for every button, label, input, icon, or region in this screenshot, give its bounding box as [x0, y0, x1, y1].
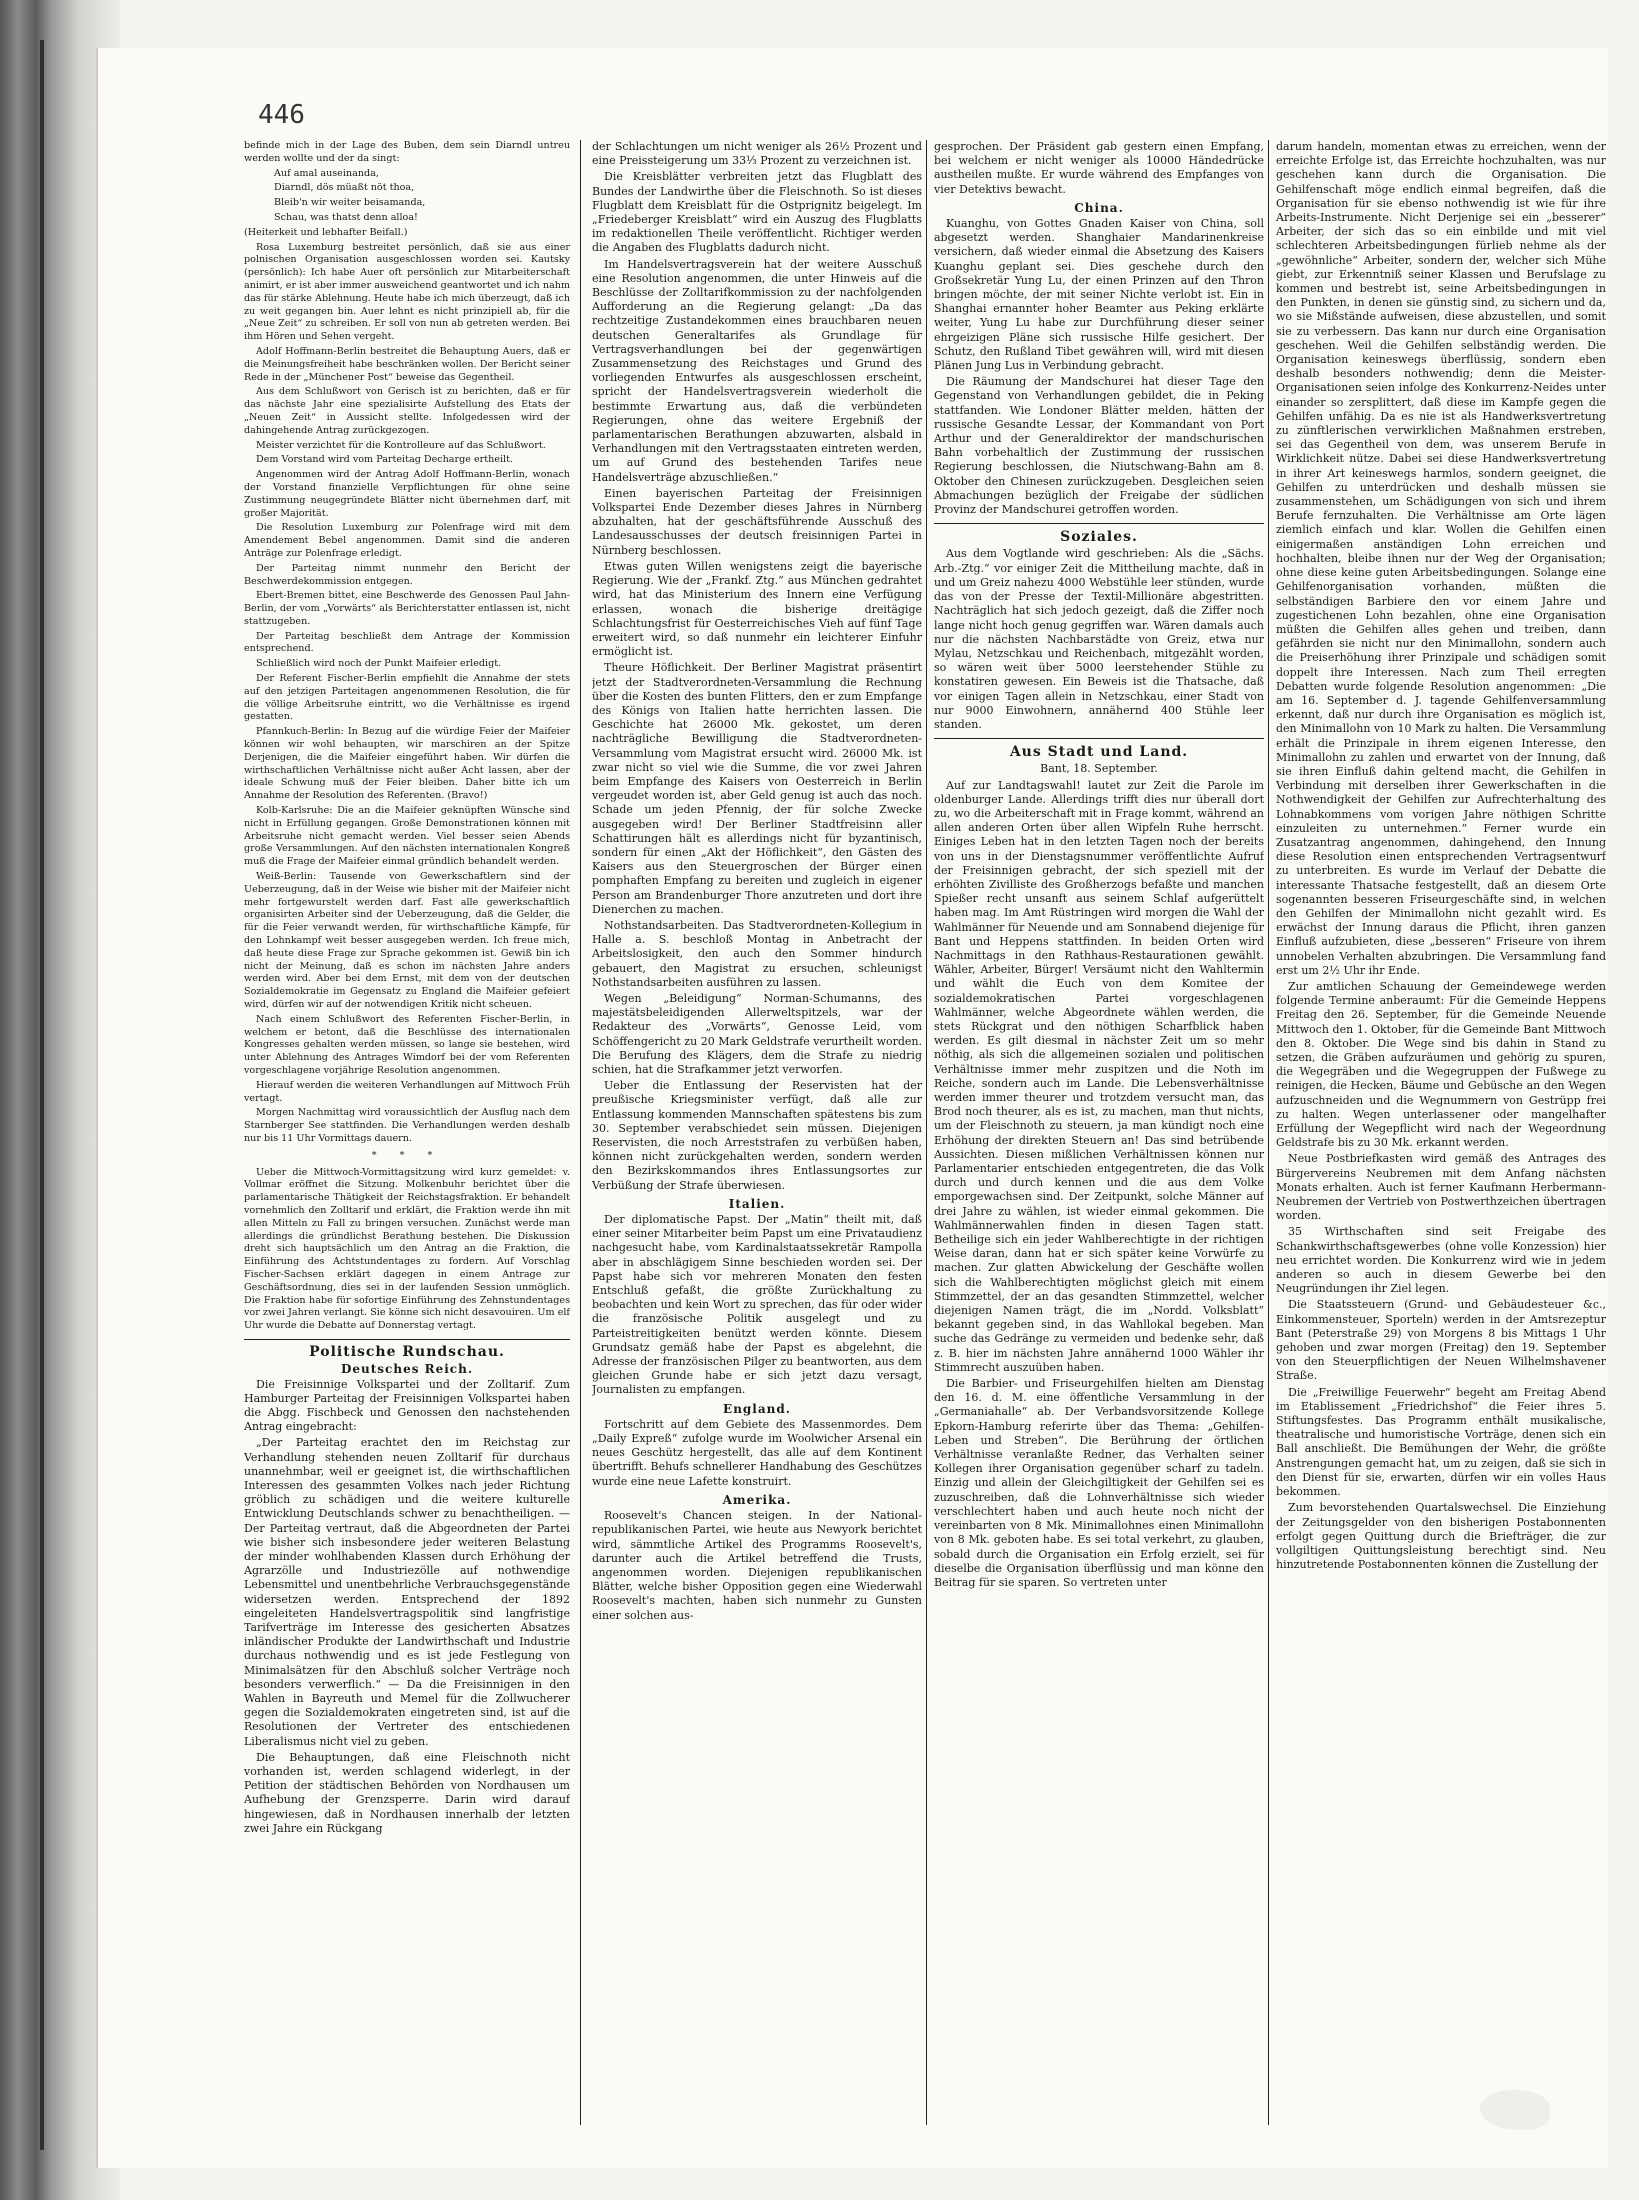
paragraph: Angenommen wird der Antrag Adolf Hoffmann-Berlin, wonach der Vorstand finanzielle Verpflichtungen für ohne seine Zustimmung neugegründete Blätter nicht übernehmen darf, mit großer Majorität.: [244, 469, 570, 519]
paragraph: Adolf Hoffmann-Berlin bestreitet die Behauptung Auers, daß er die Meinungsfreiheit habe beschränken wollen. Der Bericht seiner Rede in der „Münchener Post“ beweise das Gegentheil.: [244, 345, 570, 383]
paragraph: Die Freisinnige Volkspartei und der Zolltarif. Zum Hamburger Parteitag der Freisinnigen Volkspartei haben die Abgg. Fischbeck und Genossen den nachstehenden Antrag eingebracht:: [244, 1377, 570, 1434]
column-rule: [926, 140, 927, 2125]
paragraph: Wegen „Beleidigung“ Norman-Schumanns, des majestätsbeleidigenden Allerweltspitzels, war der Redakteur des „Vorwärts“, Genosse Leid, vom Schöffengericht zu 20 Mark Geldstrafe verurtheilt worden. Die Berufung des Klägers, dem die Strafe zu niedrig schien, hat die Strafkammer jetzt verworfen.: [592, 991, 922, 1076]
verse-line: Auf amal auseinanda,: [274, 167, 379, 179]
paragraph: Ebert-Bremen bittet, eine Beschwerde des Genossen Paul Jahn-Berlin, der vom „Vorwärts“ als Berichterstatter entlassen ist, nicht stattzugeben.: [244, 590, 570, 627]
paragraph: Einen bayerischen Parteitag der Freisinnigen Volkspartei Ende Dezember dieses Jahres in Nürnberg abzuhalten, hat der geschäftsführende Ausschuß des Landesausschusses der deutsch freisinnigen Partei in Nürnberg beschlossen.: [592, 486, 922, 557]
paragraph: Im Handelsvertragsverein hat der weitere Ausschuß eine Resolution angenommen, die unter Hinweis auf die Beschlüsse der Zolltarifkommission zu der nachfolgenden Aufforderung an die Regierung gelangt: „Da das rechtzeitige Zustandekommen eines brauchbaren neuen deutschen Generaltarifes als Grundlage für Vertragsverhandlungen bei der gegenwärtigen Zusammensetzung des Reichstages und Grund des vorliegenden Entwurfes als ausgeschlossen erscheint, spricht der Handelsvertragsverein wiederholt die bestimmte Erwartung aus, daß die verbündeten Regierungen, ohne das weitere Ergebniß der parlamentarischen Berathungen abzuwarten, alsbald in Verhandlungen mit den Vertragsstaaten eintreten werden, um auf Grund des bestehenden Tarifes neue Handelsverträge abzuschließen.“: [592, 257, 922, 484]
paragraph: Die „Freiwillige Feuerwehr“ begeht am Freitag Abend im Etablissement „Friedrichshof“ die Feier ihres 5. Stiftungsfestes. Das Programm enthält musikalische, theatralische und humoristische Vorträge, denen sich ein Ball anschließt. Die Bemühungen der Wehr, die größte Anstrengungen gemacht hat, um zu zeigen, daß sie sich in den Dienst für sie, erwarten, dürfen wir ein volles Haus bekommen.: [1276, 1385, 1606, 1499]
section-heading-soziales: Soziales.: [1060, 529, 1138, 546]
paragraph: Meister verzichtet für die Kontrolleure auf das Schlußwort.: [256, 439, 546, 451]
subsection-heading: Deutsches Reich.: [340, 1361, 474, 1376]
column-1: [244, 140, 570, 2130]
paragraph: Hierauf werden die weiteren Verhandlungen auf Mittwoch Früh vertagt.: [244, 1079, 570, 1104]
paragraph: befinde mich in der Lage des Buben, dem sein Diarndl untreu werden wollte und der da singt:: [244, 140, 570, 164]
paragraph: Zum bevorstehenden Quartalswechsel. Die Einziehung der Zeitungsgelder von den bisherigen Postabonnenten erfolgt gegen Quittung durch die Briefträger, die zur vollgiltigen Quittungsleistung berechtigt sind. Neu hinzutretende Postabonnenten können die Zustellung der: [1276, 1501, 1606, 1572]
section-heading: Politische Rundschau.: [309, 1343, 505, 1360]
paragraph: Aus dem Schlußwort von Gerisch ist zu berichten, daß er für das nächste Jahr eine spezialisirte Aufstellung des Etats der „Neuen Zeit“ in Aussicht stellte. Infolgedessen wird der dahingehende Antrag zurückgezogen.: [244, 386, 570, 436]
paragraph: Dem Vorstand wird vom Parteitag Decharge ertheilt.: [256, 454, 514, 466]
paragraph: darum handeln, momentan etwas zu erreichen, wenn der erreichte Erfolge ist, das Erreichte hochzuhalten, was nur geschehen kann durch die Organisation. Die Gehilfenschaft möge endlich einmal begreifen, daß die Organisation für sie ebenso nothwendig ist wie für ihre Arbeits-Instrumente. Nicht Derjenige sei ein „besserer“ Arbeiter, der sich das so ein einbilde und mit viel schlechteren Arbeitsbedingungen fürlieb nehme als der „gewöhnliche“ Arbeiter, sondern der, welcher sich Mühe giebt, zur Erkenntniß seiner Klassen und Berufslage zu kommen und bestrebt ist, seine Arbeitsbedingungen in den Punkten, in denen sie günstig sind, zu sichern und da, wo sie Mißstände aufweisen, diese abzustellen, und somit sie zu verbessern. Das kann nur durch eine Organisation geschehen. Weil die Gehilfen selbständig werden. Die Organisation keineswegs überflüssig, sondern eben deshalb besonders nothwendig; denn die Meister-Organisationen seien infolge des Konkurrenz-Neides unter einander so zersplittert, daß diese im Kampfe gegen die Gehilfen unfähig. Da es nie ist als Handwerksvertretung zu zünftlerischen verwirklichen Maßnahmen erstreben, sei das Gegentheil von dem, was unserem Berufe in Wirklichkeit nütze. Dabei sei diese Handwerksvertretung in ihrer Art keineswegs harmlos, sondern geeignet, die Gehilfen zu unterdrücken und deshalb müssen sie zusammenstehen, um Schädigungen von sich und ihrem Berufe fernzuhalten. Die Verhältnisse am Orte lägen ziemlich einfach und klar. Wollen die Gehilfen einen einigermaßen anständigen Lohn erreichen und hochhalten, bleibe ihnen nur der Weg der Organisation; ohne diese keine guten Arbeitsbedingungen. Solange eine Gehilfenorganisation vorhanden, müßten die selbständigen Barbiere den vor einem Jahre und zugestichenen Lohn bezahlen, ohne eine Organisation müßten die Gehilfen alles gehen und treiben, dann gefährden sie nicht nur den Minimallohn, sondern auch die Preiserhöhung ihrer Prinzipale und schädigen somit doppelt ihre Interessen. Nach zum Theil erregten Debatten wurde folgende Resolution angenommen: „Die am 16. September d. J. tagende Gehilfenversammlung erkennt, daß nur durch ihre Organisation es möglich ist, den Minimallohn von 10 Mark zu halten. Die Versammlung erhält die Prinzipale in ihrem eigenen Interesse, den Minimallohn zu zahlen und erwartet von der Innung, daß sie ihren Einfluß dahin geltend macht, die Gehilfen in Verbindung mit derselben ihrer Gewerkschaften in die Nothwendigkeit der Gehilfen zur Aufrechterhaltung des Lohnabkommens vom vorigen Jahre nöthigen Schritte einzuleiten zu unternehmen.“ Ferner wurde ein Zusatzantrag angenommen, dahingehend, den Innung diese Resolution einen entsprechenden Vertragsentwurf zu unterbreiten. Es wurde im Verlauf der Debatte die interessante Thatsache festgestellt, daß an diesem Orte sogenannten besseren Friseurgeschäfte sind, in welchen den Gehilfen der Minimallohn nicht gezahlt wird. Es erwächst der Innung daraus die Pflicht, ihren ganzen Einfluß aufzubieten, diese „besseren“ Friseure von ihrem unnobelen Verhalten abzubringen. Die Versammlung fand erst um 2½ Uhr ihr Ende.: [1276, 140, 1606, 977]
paragraph: Die Behauptungen, daß eine Fleischnoth nicht vorhanden ist, werden schlagend widerlegt, in der Petition der städtischen Behörden von Nordhausen um Aufhebung der Grenzsperre. Darin wird darauf hingewiesen, daß in Nordhausen innerhalb der letzten zwei Jahre ein Rückgang: [244, 1750, 570, 1835]
paragraph: „Der Parteitag erachtet den im Reichstag zur Verhandlung stehenden neuen Zolltarif für durchaus unannehmbar, weil er geeignet ist, die wirthschaftlichen Interessen des gesammten Volkes nach jeder Richtung gröblich zu schädigen und die weitere kulturelle Entwicklung Deutschlands schwer zu benachtheiligen. — Der Parteitag vertraut, daß die Abgeordneten der Partei wie bisher sich insbesondere jeder weiteren Belastung der minder wohlhabenden Klassen durch Erhöhung der Agrarzölle und Industriezölle auf nothwendige Lebensmittel und unentbehrliche Verbrauchsgegenstände widersetzen werden. Entsprechend der 1892 eingeleiteten Handelsvertragspolitik sind langfristige Tarifverträge im Interesse des gesicherten Absatzes inländischer Produkte der Landwirthschaft und Industrie durchaus nothwendig und es ist jede Festlegung von Minimalsätzen für den Abschluß solcher Verträge noch besonders verwerflich.“ — Da die Freisinnigen in den Wahlen in Bayreuth und Memel für die Zollwucherer gegen die Sozialdemokraten eingetreten sind, ist auf die Resolutionen der Vertreter des entschiedenen Liberalismus nicht viel zu geben.: [244, 1436, 570, 1748]
column-rule: [580, 140, 581, 2125]
section-heading-italien: Italien.: [728, 1196, 786, 1211]
verse-line: Bleib'n wir weiter beisamanda,: [274, 197, 426, 209]
section-divider: [934, 523, 1264, 524]
paragraph: Die Staatssteuern (Grund- und Gebäudesteuer &c., Einkommensteuer, Sporteln) werden in der Amtsrezeptur Bant (Peterstraße 29) von Morgens 8 bis Mittags 1 Uhr gehoben und zwar morgen (Freitag) den 19. September von den Steuerpflichtigen der Neuen Wilhelmshavener Straße.: [1276, 1298, 1606, 1383]
paragraph: Der Referent Fischer-Berlin empfiehlt die Annahme der stets auf den jetzigen Parteitagen angenommenen Resolution, die für die völlige Arbeitsruhe eintritt, wo die Verhältnisse es irgend gestatten.: [244, 673, 570, 723]
paragraph: Die Barbier- und Friseurgehilfen hielten am Dienstag den 16. d. M. eine öffentliche Versammlung in der „Germaniahalle“ ab. Der Verbandsvorsitzende Kollege Epkorn-Hamburg referirte über das Thema: „Gehilfen-Leben und Streben“. Die Berührung der örtlichen Verhältnisse veranlaßte Redner, das Verhalten seiner Kollegen ihrer Organisation gegenüber scharf zu tadeln. Einzig und allein der Gleichgiltigkeit der Gehilfen sei es zuzuschreiben, daß die Lohnverhältnisse sich wieder verschlechtert haben und auch heute noch nicht der vereinbarten von 8 Mk. Minimallohnes einen Minimallohn von 8 Mk. geboten habe. Es sei total verkehrt, zu glauben, sobald durch die Organisation ein Erfolg erzielt, sei für dieselbe die Organisation überflüssig und man könne den Beitrag für sie sparen. So vertreten unter: [934, 1377, 1264, 1589]
section-stars: * * *: [371, 1149, 443, 1161]
paragraph: Weiß-Berlin: Tausende von Gewerkschaftlern sind der Ueberzeugung, daß in der Weise wie bisher mit der Maifeier nicht mehr fortgewurstelt werden darf. Fast alle gewerkschaftlich organisirten Arbeiter sind der Ueberzeugung, daß die Gelder, die für die Feier verwandt werden, für wirthschaftliche Kämpfe, für den Lohnkampf weit besser ausgegeben werden. Ich freue mich, daß heute diese Frage zur Sprache gekommen ist. Gewiß bin ich nicht der Meinung, daß es schon im nächsten Jahre anders werden wird. Aber bei dem Ernst, mit dem von der deutschen Sozialdemokratie im Gegensatz zu England die Maifeier gefeiert wird, dürfen wir auf der notwendigen Kritik nicht scheuen.: [244, 871, 570, 1010]
paragraph: Nothstandsarbeiten. Das Stadtverordneten-Kollegium in Halle a. S. beschloß Montag in Anbetracht der Arbeitslosigkeit, den auch den Sommer hindurch gebauert, den Magistrat zu ersuchen, schleunigst Nothstandsarbeiten ausführen zu lassen.: [592, 918, 922, 989]
paragraph: Rosa Luxemburg bestreitet persönlich, daß sie aus einer polnischen Organisation ausgeschlossen worden sei. Kautsky (persönlich): Ich habe Auer oft persönlich zur Mitarbeiterschaft animirt, er ist aber immer ausweichend geantwortet und ich nahm das für stärke Ablehnung. Heute habe ich mich überzeugt, daß ich zu weit gegangen bin. Auer lehnt es nicht prinzipiell ab, für die „Neue Zeit“ zu schreiben. Er soll von nun ab getreten werden. Bei ihm Hören und Sehen vergeht.: [244, 241, 570, 343]
paragraph: Kuanghu, von Gottes Gnaden Kaiser von China, soll abgesetzt werden. Shanghaier Mandarinenkreise versichern, daß wieder einmal die Absetzung des Kaisers Kuanghu geplant sei. Dies geschehe durch den Großsekretär Yung Lu, der einen Prinzen auf den Thron bringen möchte, der mit seiner Nichte verlobt ist. Ein in Shanghai ernannter hoher Beamter aus Peking erklärte weiter, Yung Lu habe zur Durchführung dieser seiner ehrgeizigen Pläne sich russische Hilfe gesichert. Der Schutz, den Rußland Tibet gewähren will, wird mit diesen Plänen Jung Lus in Verbindung gebracht.: [934, 217, 1264, 373]
section-heading-amerika: Amerika.: [722, 1492, 792, 1507]
section-divider: [244, 1339, 570, 1340]
paragraph: Pfannkuch-Berlin: In Bezug auf die würdige Feier der Maifeier können wir wohl behaupten, wir marschiren an der Spitze Derjenigen, die die Maifeier eingeführt haben. Wir dürfen die wirthschaftlichen Verhältnisse nicht außer Acht lassen, aber der ideale Schwung muß der Feier bleiben. Daher bitte ich um Annahme der Resolution des Referenten. (Bravo!): [244, 726, 570, 802]
paragraph: Die Resolution Luxemburg zur Polenfrage wird mit dem Amendement Bebel angenommen. Damit sind die anderen Anträge zur Polenfrage erledigt.: [244, 522, 570, 559]
column-2: [592, 140, 922, 2130]
paragraph: Ueber die Entlassung der Reservisten hat der preußische Kriegsminister verfügt, daß alle zur Entlassung kommenden Mannschaften spätestens bis zum 30. September verabschiedet sein müssen. Diejenigen Reservisten, die noch Arreststrafen zu verbüßen haben, können nicht zurückgehalten werden, sondern werden den Bezirkskommandos ihres Entlassungsortes zur Verbüßung der Strafe überwiesen.: [592, 1079, 922, 1192]
paragraph: Neue Postbriefkasten wird gemäß des Antrages des Bürgervereins Neubremen mit dem Anfang nächsten Monats erhalten. Auch ist ferner Kaufmann Herbermann-Neubremen der Vertrieb von Postwerthzeichen übertragen worden.: [1276, 1152, 1606, 1223]
verse-line: Schau, was thatst denn alloa!: [274, 211, 418, 223]
paragraph: gesprochen. Der Präsident gab gestern einen Empfang, bei welchem er nicht weniger als 10000 Händedrücke austheilen mußte. Er wurde während des Empfanges von vier Detektivs bewacht.: [934, 140, 1264, 196]
dateline: Bant, 18. September.: [1040, 762, 1158, 776]
paragraph: Etwas guten Willen wenigstens zeigt die bayerische Regierung. Wie der „Frankf. Ztg.“ aus München gedrahtet wird, hat das Ministerium des Innern eine Verfügung erlassen, wonach die bisherige dreitägige Schlachtungsfrist für Oesterreichisches Vieh auf fünf Tage erweitert wird, so daß nunmehr ein leichterer Einfuhr ermöglicht ist.: [592, 559, 922, 659]
paragraph: Schließlich wird noch der Punkt Maifeier erledigt.: [256, 658, 502, 670]
paragraph: (Heiterkeit und lebhafter Beifall.): [244, 226, 408, 238]
paragraph: Roosevelt's Chancen steigen. In der National-republikanischen Partei, wie heute aus Newyork berichtet wird, sämmtliche Artikel des Programms Roosevelt's, darunter auch die Artikel betreffend die Trusts, angenommen worden. Diejenigen republikanischen Blätter, welche bisher Opposition gegen eine Wiederwahl Roosevelt's machten, haben sich nunmehr zu Gunsten einer solchen aus-: [592, 1509, 922, 1622]
paragraph: Der Parteitag nimmt nunmehr den Bericht der Beschwerdekommission entgegen.: [244, 562, 570, 587]
paragraph: Die Kreisblätter verbreiten jetzt das Flugblatt des Bundes der Landwirthe über die Fleischnoth. So ist dieses Flugblatt dem Kreisblatt für die Ostprignitz beigelegt. Im „Friedeberger Kreisblatt“ wird ein Auszug des Flugblatts im redaktionellen Theile veröffentlicht. Richtiger werden die Angaben des Flugblatts dadurch nicht.: [592, 170, 922, 255]
paragraph: 35 Wirthschaften sind seit Freigabe des Schankwirthschaftsgewerbes (ohne volle Konzession) hier neu errichtet worden. Die Konkurrenz wird wie in jedem anderen so auch in diesem Gewerbe bei den Neugründungen ihr Ziel legen.: [1276, 1225, 1606, 1296]
paragraph: der Schlachtungen um nicht weniger als 26½ Prozent und eine Preissteigerung um 33⅓ Prozent zu verzeichnen ist.: [592, 140, 922, 168]
section-divider: [934, 738, 1264, 739]
paragraph: Zur amtlichen Schauung der Gemeindewege werden folgende Termine anberaumt: Für die Gemeinde Heppens Freitag den 26. September, für die Gemeinde Neuende Mittwoch den 1. Oktober, für die Gemeinde Bant Mittwoch den 8. Oktober. Die Wege sind bis dahin in Stand zu setzen, die Gräben aufzuräumen und gehörig zu spuren, die Wegegräben und die Wegegruppen der Fußwege zu reinigen, die Hecken, Bäume und Gebüsche an den Wegen aufzuschneiden und die Wegnummern von Gestrüpp frei zu halten. Wegen unterlassener oder mangelhafter Erfüllung der Wegepflicht wird nach der Wegeordnung Geldstrafe bis zu 30 Mk. erkannt werden.: [1276, 979, 1606, 1150]
paragraph: Die Räumung der Mandschurei hat dieser Tage den Gegenstand von Verhandlungen gebildet, die in Peking stattfanden. Wie Londoner Blätter melden, hätten der russische Gesandte Lessar, der Kommandant von Port Arthur und der Generaldirektor der mandschurischen Bahn vorbehaltlich der Zustimmung der russischen Regierung beschlossen, die Niutschwang-Bahn am 8. Oktober den Chinesen zurückzugeben. Desgleichen seien Abmachungen bezüglich der Freigabe der südlichen Provinz der Mandschurei getroffen worden.: [934, 375, 1264, 517]
page-number: 446: [258, 100, 305, 130]
paragraph: Theure Höflichkeit. Der Berliner Magistrat präsentirt jetzt der Stadtverordneten-Versammlung die Rechnung über die Kosten des bunten Flitters, den er zum Empfange des Königs von Italien hatte herrichten lassen. Die Geschichte hat 26000 Mk. gekostet, um deren nachträgliche Bewilligung die Stadtverordneten-Versammlung vom Magistrat ersucht wird. 26000 Mk. ist zwar nicht so viel wie die Summe, die vor zwei Jahren beim Empfange des Kaisers von Oesterreich in Berlin vergeudet worden ist, aber Geld genug ist auch das noch. Schade um jeden Pfennig, der für solche Zwecke ausgegeben wird! Der Berliner Stadtfreisinn aller Schattirungen hält es allerdings nicht für byzantinisch, sondern für einen „Akt der Höflichkeit“, den Gästen des Kaisers aus den Steuergroschen der Bürger einen pomphaften Empfang zu bereiten und zugleich in eigener Person am Brandenburger Thore anzutreten und dort ihre Dienerchen zu machen.: [592, 661, 922, 916]
section-heading-england: England.: [723, 1401, 791, 1416]
paragraph: Aus dem Vogtlande wird geschrieben: Als die „Sächs. Arb.-Ztg.“ vor einiger Zeit die Mittheilung machte, daß in und um Greiz nahezu 4000 Webstühle leer stünden, wurde das von der Presse der Textil-Millionäre abgestritten. Nachträglich hat sich jedoch gezeigt, daß die Ziffer noch lange nicht hoch genug gegriffen war. Wären damals auch nur die nächsten Nachbarstädte von Greiz, etwa nur Mylau, Netzschkau und Reichenbach, mitgezählt worden, so wären weit über 5000 leerstehender Stühle zu konstatiren gewesen. Ein Beweis ist die Thatsache, daß vor einigen Tagen allein in Netzschkau, einer Stadt von nur 9000 Einwohnern, annähernd 400 Stühle leer standen.: [934, 547, 1264, 731]
column-3: [934, 140, 1264, 2130]
paragraph: Der diplomatische Papst. Der „Matin“ theilt mit, daß einer seiner Mitarbeiter beim Papst um eine Privataudienz nachgesucht habe, vom Kardinalstaatssekretär Rampolla aber in abschlägigem Sinne beschieden worden sei. Der Papst habe sich vor mehreren Monaten den festen Entschluß gefaßt, die größte Zurückhaltung zu beobachten und kein Wort zu sprechen, das für oder wider die französische Politik ausgelegt und zu Parteistreitigkeiten benützt werden könnte. Diesem Grundsatz gemäß habe der Papst es abgelehnt, die Adresse der französischen Pilger zu beantworten, aus dem gleichen Grunde habe er sich jetzt dazu versagt, Journalisten zu empfangen.: [592, 1213, 922, 1397]
paragraph: Nach einem Schlußwort des Referenten Fischer-Berlin, in welchem er betont, daß die Beschlüsse des internationalen Kongresses gehalten werden müssen, so lange sie bestehen, wird unter Ablehnung des Antrages Wimdorf bei der vom Referenten vorgeschlagene vorjährige Resolution angenommen.: [244, 1013, 570, 1076]
binding-line: [40, 40, 44, 2150]
paragraph: Auf zur Landtagswahl! lautet zur Zeit die Parole im oldenburger Lande. Allerdings trifft dies nur überall dort zu, wo die Arbeiterschaft mit in Frage kommt, während an allen anderen Orten über allen Wipfeln Ruhe herrscht. Einiges Leben hat in den letzten Tagen noch der bereits von uns in der Dienstagsnummer veröffentlichte Aufruf der Freisinnigen gebracht, der sich speziell mit der erhöhten Zivilliste des Großherzogs befaßte und manchen Spießer recht unsanft aus seinem Schlaf aufgerüttelt haben mag. Im Amt Rüstringen wird morgen die Wahl der Wahlmänner für Neuende und am Sonnabend diejenige für Bant und Heppens stattfinden. In beiden Orten wird Nachmittags in den Rathhaus-Restaurationen gewählt. Wähler, Arbeiter, Bürger! Versäumt nicht den Wahltermin und wählt die Euch von dem Komitee der sozialdemokratischen Partei vorgeschlagenen Wahlmänner, welche Abgeordnete wählen werden, die stets Rückgrat und den nöthigen Scharfblick haben werden. Es gilt diesmal in nächster Zeit um so mehr nöthig, als sich die allgemeinen sozialen und politischen Verhältnisse immer mehr zuspitzen und die Noth im Reiche, sondern auch im Lande. Die Lebensverhältnisse werden immer theurer und trotzdem versucht man, das Brod noch theurer, als es ist, zu machen, man thut nichts, um der Fleischnoth zu steuern, ja man kündigt noch eine Erhöhung der direkten Steuern an! Das sind betrübende Aussichten. Diesen mißlichen Verhältnissen können nur Parlamentarier entschieden entgegentreten, die das Volk durch und durch kennen und die aus dem Volke emporgewachsen sind. Der Zeitpunkt, solche Männer auf drei Jahre zu wählen, ist wieder einmal gekommen. Die Wahlmännerwahlen finden in diesen Tagen statt. Betheilige sich ein jeder Wahlberechtigte in der richtigen Weise daran, dann hat er sich später keine Vorwürfe zu machen. Zur glatten Abwickelung der Geschäfte wollen sich die Wahlberechtigten möglichst gleich mit einem Stimmzettel, der an das gesandten Stimmzettel, welcher diejenigen Namen trägt, die im „Nordd. Volksblatt“ bekannt gegeben sind, in das Wahllokal begeben. Man suche das Gedränge zu vermeiden und bedenke sehr, daß z. B. hier im nächsten Jahre annähernd 1000 Wähler ihr Stimmrecht auszuüben haben.: [934, 778, 1264, 1374]
paragraph: Fortschritt auf dem Gebiete des Massenmordes. Dem „Daily Expreß“ zufolge wurde im Woolwicher Arsenal ein neues Geschütz hergestellt, das alle auf dem Kontinent übertrifft. Behufs schnellerer Handhabung des Geschützes wurde eine neue Lafette konstruirt.: [592, 1417, 922, 1488]
column-rule: [1268, 140, 1269, 2125]
paragraph: Morgen Nachmittag wird voraussichtlich der Ausflug nach dem Starnberger See stattfinden. Die Verhandlungen werden deshalb nur bis 11 Uhr Vormittags dauern.: [244, 1107, 570, 1144]
paragraph: Ueber die Mittwoch-Vormittagsitzung wird kurz gemeldet: v. Vollmar eröffnet die Sitzung. Molkenbuhr berichtet über die parlamentarische Thätigkeit der Reichstagsfraktion. Er behandelt vornehmlich den Zolltarif und erklärt, die Fraktion werde ihn mit allen Mitteln zu Fall zu bringen versuchen. Zunächst werde man allerdings die gründlichst Berathung bestehen. Die Diskussion dreht sich hauptsächlich um den Antrag an die Fraktion, die Einführung des Achtstundentages zu fordern. Auf Vorschlag Fischer-Sachsen erklärt dagegen in einem Antrage zur Geschäftsordnung, dies sei in der laufenden Session unmöglich. Die Fraktion habe für sofortige Einführung des Zehnstundentages vor zwei Jahren verlangt. Sie könne sich nicht desavouiren. Um elf Uhr wurde die Debatte auf Donnerstag vertagt.: [244, 1166, 570, 1332]
section-heading-stadt-und-land: Aus Stadt und Land.: [1009, 744, 1189, 761]
paragraph: Der Parteitag beschließt dem Antrage der Kommission entsprechend.: [244, 630, 570, 655]
section-heading-china: China.: [1074, 200, 1124, 215]
column-4: [1276, 140, 1606, 2130]
paragraph: Kolb-Karlsruhe: Die an die Maifeier geknüpften Wünsche sind nicht in Erfüllung gegangen. Große Demonstrationen können mit Arbeitsruhe nicht gemacht werden. Viel besser seien Abends große Versammlungen. Auf den nächsten internationalen Kongreß muß die Frage der Maifeier einmal gründlich behandelt werden.: [244, 805, 570, 868]
verse-line: Diarndl, dös müaßt nöt thoa,: [274, 182, 415, 194]
